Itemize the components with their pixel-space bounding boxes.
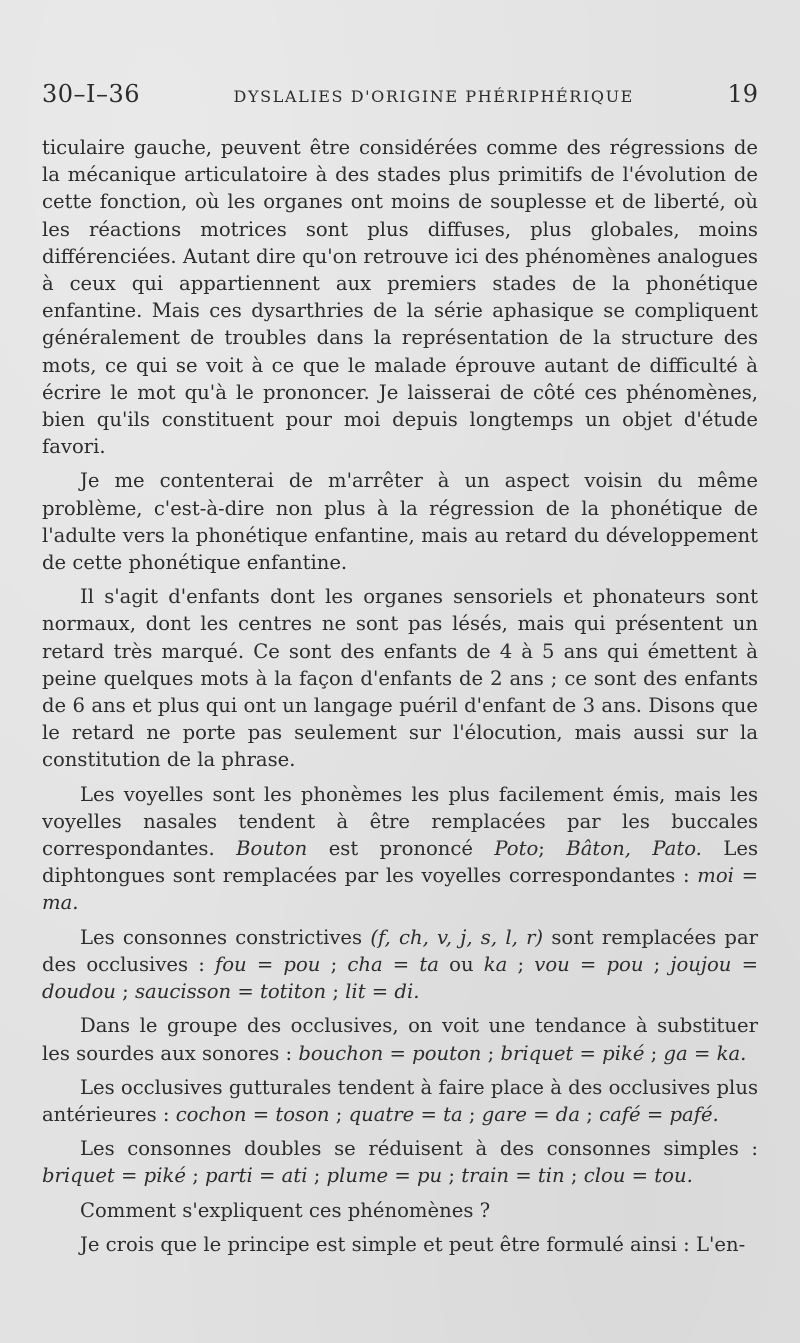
text-run: Les occlusives gutturales tendent à faire place à des occlusives plus antérieures : [42, 1075, 758, 1126]
italic-example: parti = ati [205, 1164, 308, 1188]
paragraph [42, 1074, 758, 1128]
italic-example: briquet = piké [42, 1164, 186, 1188]
text-run: Dans le groupe des occlusives, on voit une tendance à substituer les sourdes aux sonores : [42, 1014, 758, 1065]
italic-example: quatre = ta [348, 1102, 463, 1126]
italic-example: saucisson = totiton [134, 980, 327, 1004]
italic-example: vou = pou [534, 952, 644, 976]
paragraph [42, 1135, 758, 1189]
italic-example: café = pafé. [599, 1102, 719, 1126]
book-page [42, 80, 758, 1258]
italic-example: joujou = doudou [42, 952, 758, 1004]
italic-example: ka [483, 952, 508, 976]
italic-example: moi = ma. [42, 864, 758, 915]
page-number: 19 [727, 80, 758, 108]
italic-example: Bâton, Pato. [566, 837, 702, 861]
text-run: Je crois que le principe est simple et peut être formulé ainsi : L'en- [80, 1232, 746, 1256]
text-run: ; [442, 1164, 462, 1188]
text-run: ou [438, 952, 484, 976]
italic-example: clou = tou. [583, 1164, 693, 1188]
text-run: ; [462, 1102, 482, 1126]
text-run: Les consonnes doubles se réduisent à des consonnes simples : [80, 1137, 758, 1161]
italic-example: plume = pu [326, 1164, 443, 1188]
paragraph [42, 467, 758, 576]
running-title: DYSLALIES D'ORIGINE PHÉRIPHÉRIQUE [233, 87, 634, 106]
body-text [42, 134, 758, 1258]
text-run: Comment s'expliquent ces phénomènes ? [80, 1198, 491, 1222]
text-run: Les diphtongues sont remplacées par les voyelles correspondantes : [42, 837, 759, 888]
text-run: ; [580, 1102, 600, 1126]
italic-example: gare = da [481, 1102, 581, 1126]
paragraph [42, 1231, 758, 1258]
section-reference: 30–I–36 [42, 80, 141, 108]
text-run: ticulaire gauche, peuvent être considérées comme des régressions de la mécanique articulatoire à des stades plus primitifs de l'évolution de cette fonction, où les organes ont moins de souplesse et de liberté, où les réactions motrices sont plus diffuses, plus globales, moins différenciées. Autant dire qu'on retrouve ici des phénomènes analogues à ceux qui appartiennent aux premiers stades de la phonétique enfantine. Mais ces dysarthries de la série aphasique se compliquent généralement de troubles dans la représentation de la structure des mots, ce qui se voit à ce que le malade éprouve autant de difficulté à écrire le mot qu'à le prononcer. Je laisserai de côté ces phénomènes, bien qu'ils constituent pour moi depuis longtemps un objet d'étude favori. [42, 136, 758, 459]
italic-example: train = tin [461, 1164, 565, 1188]
text-run: sont remplacées par des occlusives : [42, 925, 759, 976]
text-run: ; [644, 1041, 664, 1065]
paragraph [42, 1012, 758, 1066]
paragraph [42, 583, 758, 773]
paragraph [42, 924, 758, 1006]
text-run: ; [326, 980, 346, 1004]
italic-example: fou = pou [215, 952, 321, 976]
text-run: ; [507, 952, 535, 976]
text-run: ; [643, 952, 671, 976]
text-run: ; [185, 1164, 206, 1188]
text-run: ; [329, 1102, 349, 1126]
italic-example: briquet = piké [500, 1041, 645, 1065]
italic-example: Poto [494, 837, 539, 861]
paragraph [42, 1197, 758, 1224]
text-run: Il s'agit d'enfants dont les organes sensoriels et phonateurs sont normaux, dont les centres ne sont pas lésés, mais qui présentent un retard très marqué. Ce sont des enfants de 4 à 5 ans qui émettent à peine quelques mots à la façon d'enfants de 2 ans ; ce sont des enfants de 6 ans et plus qui ont un langage puéril d'enfant de 3 ans. Disons que le retard ne porte pas seulement sur l'élocution, mais aussi sur la constitution de la phrase. [42, 585, 758, 772]
text-run: est prononcé [307, 837, 495, 861]
text-run: Je me contenterai de m'arrêter à un aspect voisin du même problème, c'est-à-dire non plus à la régression de la phonétique de l'adulte vers la phonétique enfantine, mais au retard du développement de cette phonétique enfantine. [42, 469, 758, 575]
text-run: ; [564, 1164, 584, 1188]
italic-example: lit = di. [345, 980, 420, 1004]
text-run: ; [307, 1164, 327, 1188]
running-head [42, 80, 758, 116]
italic-example: Bouton [236, 837, 308, 861]
text-run: ; [320, 952, 348, 976]
paragraph [42, 134, 758, 460]
paragraph [42, 781, 758, 917]
text-run: ; [481, 1041, 501, 1065]
text-run: ; [538, 837, 567, 861]
italic-example: bouchon = pouton [298, 1041, 482, 1065]
italic-example: (f, ch, v, j, s, l, r) [370, 925, 544, 949]
italic-example: cha = ta [347, 952, 439, 976]
italic-example: ga = ka. [663, 1041, 747, 1065]
text-run: Les voyelles sont les phonèmes les plus facilement émis, mais les voyelles nasales tendent à être remplacées par les buccales correspondantes. [42, 782, 758, 861]
text-run: Les consonnes constrictives [80, 925, 371, 949]
text-run: ; [115, 980, 135, 1004]
italic-example: cochon = toson [175, 1102, 330, 1126]
